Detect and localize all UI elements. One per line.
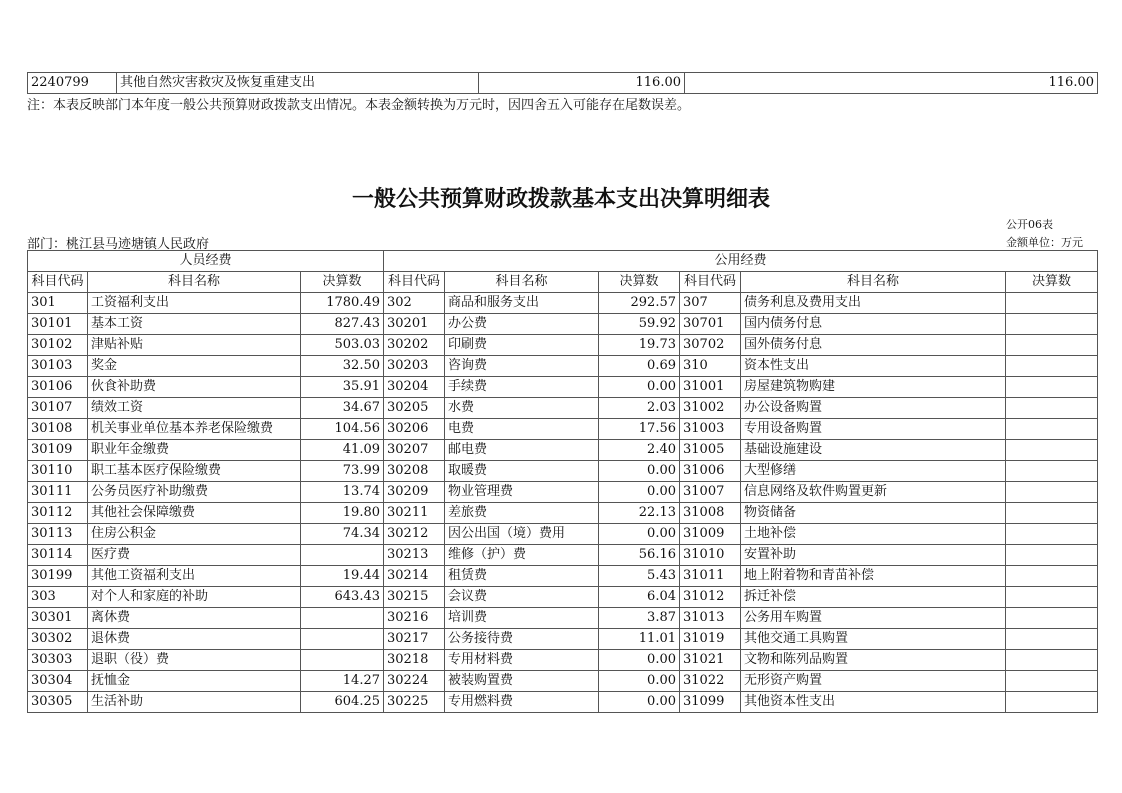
subject-name: 绩效工资 xyxy=(88,398,301,419)
amount xyxy=(301,629,384,650)
amount: 0.00 xyxy=(599,377,680,398)
form-number: 公开06表 xyxy=(1006,218,1053,231)
subject-code: 31002 xyxy=(680,398,741,419)
amount xyxy=(1006,356,1098,377)
subject-name: 资本性支出 xyxy=(741,356,1006,377)
subject-name: 办公设备购置 xyxy=(741,398,1006,419)
subject-code: 31022 xyxy=(680,671,741,692)
table-row xyxy=(28,503,1098,524)
subject-name: 专用设备购置 xyxy=(741,419,1006,440)
subject-name: 地上附着物和青苗补偿 xyxy=(741,566,1006,587)
table-row xyxy=(28,440,1098,461)
subject-name: 公务接待费 xyxy=(445,629,599,650)
amount xyxy=(1006,629,1098,650)
subject-code: 30112 xyxy=(28,503,88,524)
subject-name: 邮电费 xyxy=(445,440,599,461)
table-row xyxy=(28,314,1098,335)
subject-code: 31007 xyxy=(680,482,741,503)
amount: 643.43 xyxy=(301,587,384,608)
subject-code: 31009 xyxy=(680,524,741,545)
amount xyxy=(1006,545,1098,566)
personnel-header: 人员经费 xyxy=(28,251,384,272)
amount: 19.80 xyxy=(301,503,384,524)
col-name: 科目名称 xyxy=(445,272,599,293)
table-row xyxy=(28,650,1098,671)
subject-code: 30303 xyxy=(28,650,88,671)
table-row xyxy=(28,566,1098,587)
amount xyxy=(1006,503,1098,524)
subject-code: 30203 xyxy=(384,356,445,377)
amount: 32.50 xyxy=(301,356,384,377)
amount xyxy=(1006,587,1098,608)
subject-name: 国内债务付息 xyxy=(741,314,1006,335)
subject-name: 房屋建筑物购建 xyxy=(741,377,1006,398)
subject-name: 工资福利支出 xyxy=(88,293,301,314)
amount: 14.27 xyxy=(301,671,384,692)
subject-code: 30702 xyxy=(680,335,741,356)
table-row xyxy=(28,356,1098,377)
table-row xyxy=(28,692,1098,713)
amount xyxy=(1006,482,1098,503)
subject-code: 30212 xyxy=(384,524,445,545)
subject-code: 31012 xyxy=(680,587,741,608)
subject-code: 30101 xyxy=(28,314,88,335)
department-label: 部门：桃江县马迹塘镇人民政府 xyxy=(27,237,210,252)
amount: 17.56 xyxy=(599,419,680,440)
subject-code: 30106 xyxy=(28,377,88,398)
amount: 0.00 xyxy=(599,461,680,482)
amount xyxy=(301,650,384,671)
subject-code: 30211 xyxy=(384,503,445,524)
amount xyxy=(1006,377,1098,398)
subject-name: 其他资本性支出 xyxy=(741,692,1006,713)
subject-code: 302 xyxy=(384,293,445,314)
subject-name: 债务利息及费用支出 xyxy=(741,293,1006,314)
subject-name: 水费 xyxy=(445,398,599,419)
amount xyxy=(1006,419,1098,440)
subject-name: 对个人和家庭的补助 xyxy=(88,587,301,608)
amount: 0.00 xyxy=(599,524,680,545)
amount: 503.03 xyxy=(301,335,384,356)
subject-name: 奖金 xyxy=(88,356,301,377)
amount xyxy=(1006,440,1098,461)
subject-name: 专用材料费 xyxy=(445,650,599,671)
subject-code: 2240799 xyxy=(28,73,117,94)
subject-name: 公务员医疗补助缴费 xyxy=(88,482,301,503)
amount: 6.04 xyxy=(599,587,680,608)
subject-name: 其他自然灾害救灾及恢复重建支出 xyxy=(117,73,479,94)
amount: 13.74 xyxy=(301,482,384,503)
amount: 73.99 xyxy=(301,461,384,482)
subject-code: 30199 xyxy=(28,566,88,587)
amount: 0.00 xyxy=(599,650,680,671)
subject-name: 维修（护）费 xyxy=(445,545,599,566)
table-row xyxy=(28,293,1098,314)
amount: 0.00 xyxy=(599,671,680,692)
subject-code: 31013 xyxy=(680,608,741,629)
subject-name: 商品和服务支出 xyxy=(445,293,599,314)
subject-code: 30304 xyxy=(28,671,88,692)
col-code: 科目代码 xyxy=(28,272,88,293)
column-header-row xyxy=(28,272,1098,293)
subject-code: 30102 xyxy=(28,335,88,356)
subject-name: 物业管理费 xyxy=(445,482,599,503)
subject-code: 30103 xyxy=(28,356,88,377)
subject-code: 30108 xyxy=(28,419,88,440)
subject-name: 因公出国（境）费用 xyxy=(445,524,599,545)
amount xyxy=(1006,692,1098,713)
amount xyxy=(1006,293,1098,314)
subject-name: 会议费 xyxy=(445,587,599,608)
page-title: 一般公共预算财政拨款基本支出决算明细表 xyxy=(351,186,770,212)
amount: 22.13 xyxy=(599,503,680,524)
amount: 0.69 xyxy=(599,356,680,377)
table-row xyxy=(28,419,1098,440)
table-row xyxy=(28,524,1098,545)
table-row xyxy=(28,335,1098,356)
amount: 19.73 xyxy=(599,335,680,356)
subject-name: 其他交通工具购置 xyxy=(741,629,1006,650)
subject-name: 机关事业单位基本养老保险缴费 xyxy=(88,419,301,440)
group-header-row xyxy=(28,251,1098,272)
amount: 0.00 xyxy=(599,692,680,713)
subject-name: 公务用车购置 xyxy=(741,608,1006,629)
col-amount: 决算数 xyxy=(301,272,384,293)
table-row xyxy=(28,482,1098,503)
subject-name: 生活补助 xyxy=(88,692,301,713)
subject-name: 咨询费 xyxy=(445,356,599,377)
amount: 116.00 xyxy=(479,73,685,94)
table-row xyxy=(28,461,1098,482)
amount: 35.91 xyxy=(301,377,384,398)
amount xyxy=(1006,566,1098,587)
subject-code: 30224 xyxy=(384,671,445,692)
subject-name: 基本工资 xyxy=(88,314,301,335)
subject-code: 30205 xyxy=(384,398,445,419)
amount: 34.67 xyxy=(301,398,384,419)
col-code: 科目代码 xyxy=(680,272,741,293)
table-row xyxy=(28,73,1098,94)
subject-name: 物资储备 xyxy=(741,503,1006,524)
subject-code: 30214 xyxy=(384,566,445,587)
amount: 604.25 xyxy=(301,692,384,713)
table-row xyxy=(28,671,1098,692)
amount xyxy=(1006,398,1098,419)
top-table xyxy=(27,72,1098,94)
amount: 292.57 xyxy=(599,293,680,314)
amount: 0.00 xyxy=(599,482,680,503)
amount: 5.43 xyxy=(599,566,680,587)
table-row xyxy=(28,587,1098,608)
subject-name: 培训费 xyxy=(445,608,599,629)
amount: 1780.49 xyxy=(301,293,384,314)
amount xyxy=(1006,335,1098,356)
subject-code: 30114 xyxy=(28,545,88,566)
amount: 104.56 xyxy=(301,419,384,440)
subject-code: 30107 xyxy=(28,398,88,419)
subject-code: 30302 xyxy=(28,629,88,650)
subject-code: 31010 xyxy=(680,545,741,566)
amount xyxy=(1006,314,1098,335)
subject-code: 31008 xyxy=(680,503,741,524)
subject-code: 30207 xyxy=(384,440,445,461)
subject-code: 30213 xyxy=(384,545,445,566)
subject-code: 30217 xyxy=(384,629,445,650)
subject-code: 30201 xyxy=(384,314,445,335)
subject-name: 无形资产购置 xyxy=(741,671,1006,692)
subject-name: 抚恤金 xyxy=(88,671,301,692)
detail-table xyxy=(27,250,1098,713)
subject-code: 31001 xyxy=(680,377,741,398)
subject-code: 30206 xyxy=(384,419,445,440)
table-row xyxy=(28,398,1098,419)
subject-name: 离休费 xyxy=(88,608,301,629)
subject-name: 取暖费 xyxy=(445,461,599,482)
subject-name: 印刷费 xyxy=(445,335,599,356)
table-body xyxy=(28,293,1098,713)
amount: 3.87 xyxy=(599,608,680,629)
subject-name: 专用燃料费 xyxy=(445,692,599,713)
subject-name: 大型修缮 xyxy=(741,461,1006,482)
subject-name: 办公费 xyxy=(445,314,599,335)
subject-code: 30225 xyxy=(384,692,445,713)
table-row xyxy=(28,545,1098,566)
subject-code: 31006 xyxy=(680,461,741,482)
table-row xyxy=(28,608,1098,629)
subject-name: 其他社会保障缴费 xyxy=(88,503,301,524)
col-name: 科目名称 xyxy=(741,272,1006,293)
subject-name: 退职（役）费 xyxy=(88,650,301,671)
subject-name: 国外债务付息 xyxy=(741,335,1006,356)
subject-name: 其他工资福利支出 xyxy=(88,566,301,587)
amount: 116.00 xyxy=(685,73,1098,94)
amount xyxy=(301,545,384,566)
amount: 56.16 xyxy=(599,545,680,566)
subject-code: 31005 xyxy=(680,440,741,461)
subject-name: 信息网络及软件购置更新 xyxy=(741,482,1006,503)
public-header: 公用经费 xyxy=(384,251,1098,272)
subject-code: 31011 xyxy=(680,566,741,587)
amount xyxy=(1006,650,1098,671)
subject-code: 30301 xyxy=(28,608,88,629)
amount: 19.44 xyxy=(301,566,384,587)
subject-code: 31003 xyxy=(680,419,741,440)
subject-name: 差旅费 xyxy=(445,503,599,524)
subject-name: 退休费 xyxy=(88,629,301,650)
subject-name: 基础设施建设 xyxy=(741,440,1006,461)
subject-code: 30204 xyxy=(384,377,445,398)
amount xyxy=(1006,461,1098,482)
amount xyxy=(1006,608,1098,629)
amount xyxy=(301,608,384,629)
subject-code: 30209 xyxy=(384,482,445,503)
subject-code: 30109 xyxy=(28,440,88,461)
subject-name: 被装购置费 xyxy=(445,671,599,692)
subject-name: 文物和陈列品购置 xyxy=(741,650,1006,671)
amount xyxy=(1006,671,1098,692)
subject-code: 307 xyxy=(680,293,741,314)
subject-code: 31099 xyxy=(680,692,741,713)
amount-unit: 金额单位：万元 xyxy=(1006,236,1083,249)
subject-name: 职工基本医疗保险缴费 xyxy=(88,461,301,482)
subject-name: 住房公积金 xyxy=(88,524,301,545)
amount: 2.40 xyxy=(599,440,680,461)
subject-code: 310 xyxy=(680,356,741,377)
amount: 74.34 xyxy=(301,524,384,545)
amount xyxy=(1006,524,1098,545)
subject-name: 手续费 xyxy=(445,377,599,398)
subject-code: 30218 xyxy=(384,650,445,671)
amount: 827.43 xyxy=(301,314,384,335)
amount: 11.01 xyxy=(599,629,680,650)
subject-name: 租赁费 xyxy=(445,566,599,587)
subject-code: 30701 xyxy=(680,314,741,335)
col-amount: 决算数 xyxy=(1006,272,1098,293)
table-row xyxy=(28,377,1098,398)
subject-code: 303 xyxy=(28,587,88,608)
subject-name: 土地补偿 xyxy=(741,524,1006,545)
col-amount: 决算数 xyxy=(599,272,680,293)
subject-code: 30216 xyxy=(384,608,445,629)
subject-code: 30110 xyxy=(28,461,88,482)
subject-name: 医疗费 xyxy=(88,545,301,566)
subject-code: 30111 xyxy=(28,482,88,503)
subject-name: 电费 xyxy=(445,419,599,440)
subject-code: 31021 xyxy=(680,650,741,671)
subject-code: 301 xyxy=(28,293,88,314)
subject-code: 30305 xyxy=(28,692,88,713)
subject-code: 30208 xyxy=(384,461,445,482)
subject-name: 安置补助 xyxy=(741,545,1006,566)
subject-name: 津贴补贴 xyxy=(88,335,301,356)
col-code: 科目代码 xyxy=(384,272,445,293)
subject-name: 职业年金缴费 xyxy=(88,440,301,461)
subject-code: 30215 xyxy=(384,587,445,608)
amount: 41.09 xyxy=(301,440,384,461)
subject-name: 拆迁补偿 xyxy=(741,587,1006,608)
subject-code: 30113 xyxy=(28,524,88,545)
table-note: 注：本表反映部门本年度一般公共预算财政拨款支出情况。本表金额转换为万元时，因四舍五入可能存在尾数误差。 xyxy=(27,98,691,113)
amount: 59.92 xyxy=(599,314,680,335)
subject-name: 伙食补助费 xyxy=(88,377,301,398)
amount: 2.03 xyxy=(599,398,680,419)
subject-code: 31019 xyxy=(680,629,741,650)
col-name: 科目名称 xyxy=(88,272,301,293)
table-row xyxy=(28,629,1098,650)
subject-code: 30202 xyxy=(384,335,445,356)
